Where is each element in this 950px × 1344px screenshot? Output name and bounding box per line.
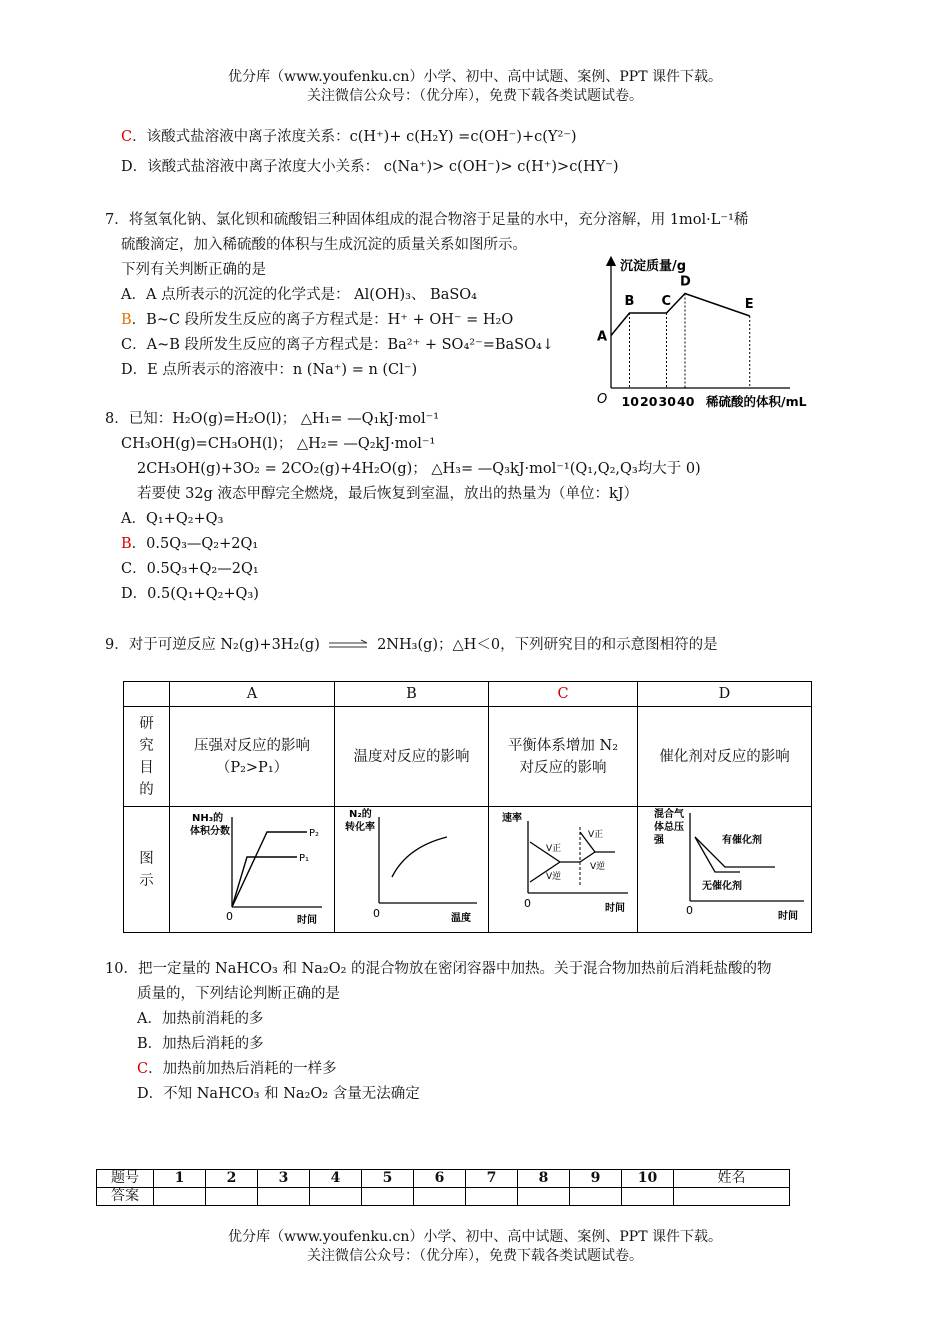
answer-table [96, 1169, 790, 1206]
answer-cell[interactable] [206, 1188, 258, 1206]
q9-col-d: D [638, 682, 812, 707]
q7-stem-3: 下列有关判断正确的是 [121, 262, 266, 278]
answer-cell[interactable] [466, 1188, 518, 1206]
answer-number-8: 8 [518, 1170, 570, 1188]
answer-cell[interactable] [310, 1188, 362, 1206]
name-label: 姓名 [674, 1170, 790, 1188]
svg-text:温度: 温度 [450, 913, 471, 924]
svg-text:N₂的: N₂的 [348, 809, 372, 820]
q8-option-c: C．0.5Q₃+Q₂—2Q₁ [121, 561, 259, 577]
header-line-1: 优分库（www.youfenku.cn）小学、初中、高中试题、案例、PPT 课件下载。 [227, 69, 722, 85]
svg-text:混合气: 混合气 [653, 809, 684, 820]
svg-text:NH₃的: NH₃的 [192, 813, 224, 824]
point-label-a: A [597, 329, 608, 345]
q7-option-d: D．E 点所表示的溶液中：n (Na⁺) = n (Cl⁻) [121, 362, 418, 378]
q8-stem-4: 若要使 32g 液态甲醇完全燃烧，最后恢复到室温，放出的热量为（单位：kJ） [137, 486, 639, 502]
point-label-c: C [661, 294, 672, 309]
point-label-e: E [744, 297, 754, 312]
q8-option-b: B．0.5Q₃—Q₂+2Q₁ [121, 536, 259, 552]
svg-text:0: 0 [524, 897, 531, 910]
svg-text:转化率: 转化率 [344, 822, 375, 833]
svg-text:有催化剂: 有催化剂 [721, 835, 762, 846]
q8-option-a: A．Q₁+Q₂+Q₃ [121, 511, 224, 527]
q7-precipitate-chart [590, 255, 840, 415]
svg-text:体积分数: 体积分数 [190, 826, 230, 837]
q6-option-d: D．该酸式盐溶液中离子浓度大小关系： c(Na⁺)> c(OH⁻)> c(H⁺)>c(HY⁻) [121, 159, 619, 175]
svg-text:0: 0 [226, 910, 233, 923]
x-axis-label: 稀硫酸的体积/mL [706, 394, 807, 409]
svg-text:P₂: P₂ [309, 828, 320, 839]
q9-figure-d [638, 807, 812, 933]
figure-c-rate-chart [490, 807, 636, 925]
answer-number-6: 6 [414, 1170, 466, 1188]
q7-option-a: A．A 点所表示的沉淀的化学式是： Al(OH)₃、 BaSO₄ [121, 287, 477, 303]
q8-stem-1: 8．已知：H₂O(g)=H₂O(l)； △H₁= —Q₁kJ·mol⁻¹ [105, 411, 440, 427]
q9-stem: 9．对于可逆反应 N₂(g)+3H₂(g) 2NH₃(g)；△H＜0，下列研究目的和示意图相符的是 [105, 637, 718, 653]
svg-text:V逆: V逆 [590, 862, 606, 872]
q8-option-d: D．0.5(Q₁+Q₂+Q₃) [121, 586, 259, 602]
svg-text:时间: 时间 [605, 903, 625, 914]
svg-text:速率: 速率 [502, 813, 522, 824]
q9-corner-cell [124, 682, 170, 707]
q9-col-c: C [489, 682, 638, 707]
answer-number-3: 3 [258, 1170, 310, 1188]
equilibrium-arrow-icon [327, 639, 369, 651]
q9-row-label-purpose: 研 究 目 的 [124, 707, 170, 807]
figure-b-temperature-chart [337, 807, 487, 925]
svg-text:0: 0 [372, 907, 380, 920]
q10-option-b: B．加热后消耗的多 [137, 1036, 264, 1052]
figure-a-pressure-chart [172, 807, 332, 925]
q7-option-c: C．A~B 段所发生反应的离子方程式是：Ba²⁺ + SO₄²⁻=BaSO₄↓ [121, 337, 554, 353]
q9-col-a: A [170, 682, 335, 707]
footer-line-2: 关注微信公众号：（优分库），免费下载各类试题试卷。 [307, 1248, 643, 1264]
q7-stem-1: 7．将氢氧化钠、氯化钡和硫酸铝三种固体组成的混合物溶于足量的水中，充分溶解，用 1mol·L⁻¹稀 [105, 212, 749, 228]
header-line-2: 关注微信公众号：（优分库），免费下载各类试题试卷。 [307, 88, 643, 104]
q9-figure-b [335, 807, 489, 933]
q10-option-d: D．不知 NaHCO₃ 和 Na₂O₂ 含量无法确定 [137, 1086, 420, 1102]
point-label-d: D [680, 274, 691, 290]
q8-stem-3: 2CH₃OH(g)+3O₂ = 2CO₂(g)+4H₂O(g)； △H₃= —Q₃kJ·mol⁻¹(Q₁,Q₂,Q₃均大于 0) [137, 461, 701, 477]
svg-text:V正: V正 [546, 844, 562, 854]
q7-option-b: B．B~C 段所发生反应的离子方程式是：H⁺ + OH⁻ = H₂O [121, 312, 514, 328]
x-tick-30: 30 [658, 394, 676, 409]
q9-row-label-figure: 图 示 [124, 807, 170, 933]
curve-conversion [392, 837, 447, 877]
q9-table [123, 681, 812, 933]
x-tick-10: 10 [621, 394, 639, 409]
q9-purpose-c: 平衡体系增加 N₂ 对反应的影响 [489, 707, 638, 807]
q6-option-c: C．该酸式盐溶液中离子浓度关系：c(H⁺)+ c(H₂Y) =c(OH⁻)+c(Y²⁻) [121, 129, 577, 145]
svg-text:V正: V正 [588, 830, 604, 840]
q9-col-b: B [335, 682, 489, 707]
q10-stem-1: 10．把一定量的 NaHCO₃ 和 Na₂O₂ 的混合物放在密闭容器中加热。关于混合物加热前后消耗盐酸的物 [105, 961, 772, 977]
answer-number-10: 10 [622, 1170, 674, 1188]
curve-p1 [232, 857, 297, 907]
svg-text:时间: 时间 [297, 915, 317, 925]
q10-option-c: C．加热前加热后消耗的一样多 [137, 1061, 337, 1077]
answer-cell[interactable] [154, 1188, 206, 1206]
q7-stem-2: 硫酸滴定，加入稀硫酸的体积与生成沉淀的质量关系如图所示。 [121, 237, 527, 253]
q9-figure-c [489, 807, 638, 933]
answer-cell[interactable] [570, 1188, 622, 1206]
q9-figure-a [170, 807, 335, 933]
answer-cell[interactable] [258, 1188, 310, 1206]
footer-line-1: 优分库（www.youfenku.cn）小学、初中、高中试题、案例、PPT 课件下载。 [227, 1229, 722, 1245]
answer-cell[interactable] [414, 1188, 466, 1206]
answer-row-label-number: 题号 [97, 1170, 154, 1188]
answer-number-1: 1 [154, 1170, 206, 1188]
point-label-b: B [624, 294, 635, 309]
x-tick-40: 40 [677, 394, 695, 409]
q9-purpose-a: 压强对反应的影响 （P₂>P₁） [170, 707, 335, 807]
answer-row-label-answer: 答案 [97, 1188, 154, 1206]
name-cell[interactable] [674, 1188, 790, 1206]
svg-text:P₁: P₁ [299, 853, 310, 864]
answer-cell[interactable] [622, 1188, 674, 1206]
svg-text:无催化剂: 无催化剂 [701, 881, 742, 892]
svg-text:0: 0 [685, 904, 693, 917]
q10-option-a: A．加热前消耗的多 [137, 1011, 264, 1027]
q9-purpose-b: 温度对反应的影响 [335, 707, 489, 807]
answer-cell[interactable] [362, 1188, 414, 1206]
answer-number-2: 2 [206, 1170, 258, 1188]
svg-text:时间: 时间 [777, 911, 798, 922]
answer-number-7: 7 [466, 1170, 518, 1188]
q8-stem-2: CH₃OH(g)=CH₃OH(l)； △H₂= —Q₂kJ·mol⁻¹ [121, 436, 436, 452]
figure-d-catalyst-chart [640, 807, 810, 925]
answer-number-4: 4 [310, 1170, 362, 1188]
svg-text:V逆: V逆 [546, 872, 562, 882]
q9-purpose-d: 催化剂对反应的影响 [638, 707, 812, 807]
q10-stem-2: 质量的，下列结论判断正确的是 [137, 986, 340, 1002]
y-axis-label: 沉淀质量/g [620, 259, 687, 274]
answer-number-9: 9 [570, 1170, 622, 1188]
answer-number-5: 5 [362, 1170, 414, 1188]
svg-text:体总压: 体总压 [653, 822, 684, 833]
origin-label: O [597, 392, 608, 407]
answer-cell[interactable] [518, 1188, 570, 1206]
svg-text:强: 强 [653, 835, 664, 846]
x-tick-20: 20 [640, 394, 658, 409]
